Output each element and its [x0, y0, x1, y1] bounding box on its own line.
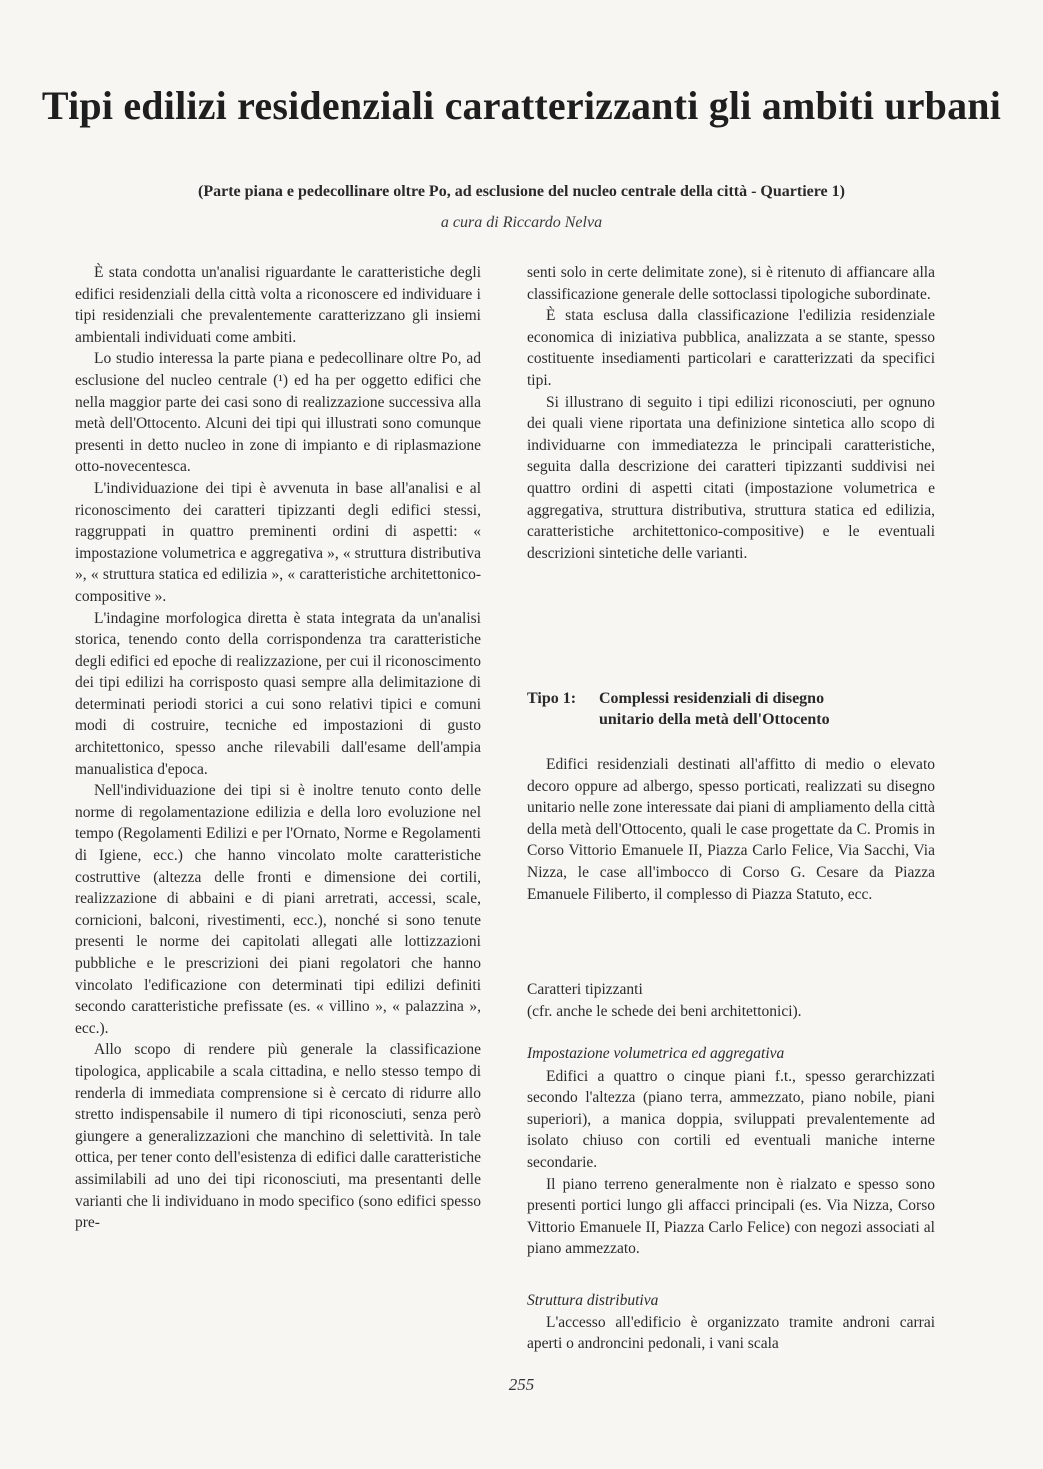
paragraph: L'accesso all'edificio è organizzato tramite androni carrai aperti o androncini pedonali, i vani scala — [527, 1313, 935, 1353]
impostazione-title: Impostazione volumetrica ed aggregativa — [527, 1045, 785, 1062]
paragraph: Allo scopo di rendere più generale la classificazione tipologica, applicabile a scala cittadina, e nello stesso tempo di renderla di immediata comprensione si è cercato di ridurre allo stretto indispensabile il numero di tipi riconosciuti, senza però giungere a generalizzazioni che manchino di selettività. In tale ottica, per tener conto dell'esistenza di edifici dalle caratteristiche assimilabili ad uno dei tipi riconosciuti, ma presentanti delle varianti che li individuano in modo specifico (sono edifici spesso pre- — [75, 1041, 481, 1232]
page-subtitle: (Parte piana e pedecollinare oltre Po, ad esclusione del nucleo centrale della città - Quartiere 1) — [198, 183, 845, 200]
section-label: Tipo 1: — [527, 690, 577, 707]
struttura-title: Struttura distributiva — [527, 1292, 659, 1309]
paragraph: L'individuazione dei tipi è avvenuta in base all'analisi e al riconoscimento dei caratteri tipizzanti degli edifici stessi, raggruppati in quattro preminenti ordini di aspetti: « impostazione volumetrica e aggregativa », « struttura distributiva », « struttura statica ed edilizia », « caratteristiche architettonico-compositive ». — [75, 479, 481, 605]
section-heading-line2: unitario della metà dell'Ottocento — [599, 711, 830, 728]
continuation-paragraph: senti solo in certe delimitate zone), si è ritenuto di affiancare alla classificazione generale delle sottoclassi tipologiche subordinate. — [527, 264, 935, 303]
section-intro — [527, 754, 935, 905]
paragraph: Il piano terreno generalmente non è rialzato e spesso sono presenti portici lungo gli affacci principali (es. Via Nizza, Corso Vittorio Emanuele II, Piazza Carlo Felice) con negozi associati al piano ammezzato. — [527, 1175, 935, 1258]
impostazione-block — [527, 1043, 935, 1260]
right-column — [527, 262, 935, 564]
section-heading-line1: Complessi residenziali di disegno — [599, 690, 825, 707]
page-number: 255 — [508, 1375, 535, 1394]
paragraph: Edifici a quattro o cinque piani f.t., spesso gerarchizzati secondo l'altezza (piano terra, ammezzato, piano nobile, piani superiori), a manica doppia, sviluppati prevalentemente ad isolato chiuso con cortili ed eventuali maniche interne secondarie. — [527, 1067, 935, 1171]
caratteri-block — [527, 979, 935, 1022]
section-heading — [527, 688, 935, 730]
title-text: Tipi edilizi residenziali caratterizzanti gli ambiti urbani — [41, 83, 1002, 128]
author-byline: a cura di Riccardo Nelva — [440, 214, 603, 231]
paragraph: È stata esclusa dalla classificazione l'edilizia residenziale economica di iniziativa pubblica, analizzata a se stante, spesso costituente insediamenti particolari e caratterizzati da specifici tipi. — [527, 307, 935, 389]
struttura-block — [527, 1290, 935, 1355]
page-title — [0, 80, 1043, 132]
paragraph: Nell'individuazione dei tipi si è inoltre tenuto conto delle norme di regolamentazione edilizia e della loro evoluzione nel tempo (Regolamenti Edilizi e per l'Ornato, Norme e Regolamenti di Igiene, ecc.) che hanno vincolato molte caratteristiche costruttive (altezza delle fronti e dimensione dei cortili, realizzazione di abbaini e di piani arretrati, accessi, scale, cornicioni, balconi, rivestimenti, ecc.), nonché si sono tenute presenti le norme dei capitolati allegati alle lottizzazioni pubbliche e le prescrizioni dei piani regolatori che hanno vincolato l'edificazione con determinati tipi edilizi definiti secondo caratteristiche prefissate (es. « villino », « palazzina », ecc.). — [75, 782, 481, 1037]
paragraph: È stata condotta un'analisi riguardante le caratteristiche degli edifici residenziali della città volta a riconoscere ed individuare i tipi residenziali che prevalentemente caratterizzano gli insiemi ambientali individuati come ambiti. — [75, 264, 481, 346]
left-column — [75, 262, 481, 1234]
paragraph: L'indagine morfologica diretta è stata integrata da un'analisi storica, tenendo conto della corrispondenza tra caratteristiche degli edifici ed epoche di realizzazione, per cui il riconoscimento dei tipi edilizi ha corrisposto quasi sempre alla delimitazione di determinati periodi storici a cui sono relativi tipici e comuni modi di costruire, tecniche ed impostazioni di gusto architettonico, spesso anche rilevabili dall'esame dell'ampia manualistica d'epoca. — [75, 609, 481, 778]
paragraph: Lo studio interessa la parte piana e pedecollinare oltre Po, ad esclusione del nucleo centrale (¹) ed ha per oggetto edifici che nella maggior parte dei casi sono di realizzazione successiva alla metà dell'Ottocento. Alcuni dei tipi qui illustrati sono comunque presenti in detto nucleo in zone di impianto e di riplasmazione otto-novecentesca. — [75, 350, 481, 476]
paragraph: Edifici residenziali destinati all'affitto di medio o elevato decoro oppure ad albergo, spesso porticati, realizzati su disegno unitario nelle zone interessate dai piani di ampliamento della città della metà dell'Ottocento, quali le case progettate da C. Promis in Corso Vittorio Emanuele II, Piazza Carlo Felice, Via Sacchi, Via Nizza, le case all'imbocco di Corso G. Cesare da Piazza Emanuele Filiberto, il complesso di Piazza Statuto, ecc. — [527, 756, 935, 903]
paragraph: Si illustrano di seguito i tipi edilizi riconosciuti, per ognuno dei quali viene riportata una definizione sintetica allo scopo di individuarne con immediatezza le principali caratteristiche, seguita dalla descrizione dei caratteri tipizzanti suddivisi nei quattro ordini di aspetti citati (impostazione volumetrica e aggregativa, struttura distributiva, struttura statica ed edilizia, caratteristiche architettonico-compositive) e le eventuali descrizioni sintetiche delle varianti. — [527, 393, 935, 562]
caratteri-title: Caratteri tipizzanti — [527, 981, 643, 998]
caratteri-note: (cfr. anche le schede dei beni architettonici). — [527, 1002, 802, 1020]
